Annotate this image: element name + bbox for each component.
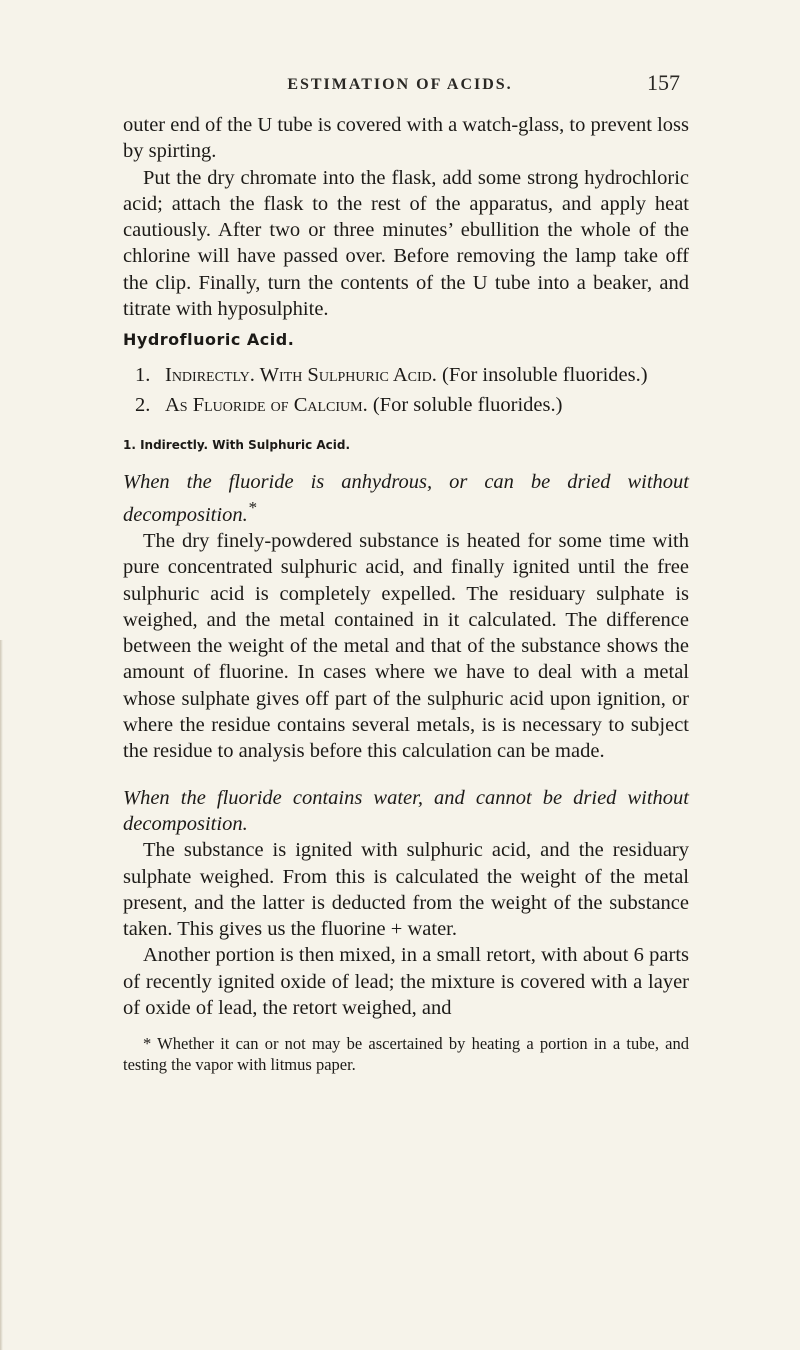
method-name: As Fluoride of Calcium. [165,393,368,416]
case-heading-text: When the fluoride is anhydrous, or can be dried without decomposition. [123,470,689,526]
method-list-item [123,362,689,388]
paragraph: Another portion is then mixed, in a small retort, with about 6 parts of recently ignited oxide of lead; the mixture is covered with a layer of oxide of lead, the retort weighed, and [123,944,689,1020]
item-number: 2. [135,393,151,416]
case-heading [123,469,689,528]
section-heading: Hydrofluoric Acid. [123,330,295,350]
paragraph: The substance is ignited with sulphuric acid, and the residuary sulphate weighed. From this is calculated the weight of the metal present, and the latter is deducted from the weight of the substance taken. This gives us the fluorine + water. [123,839,689,941]
subsection-heading: 1. Indirectly. With Sulphuric Acid. [123,438,351,453]
page-number: 157 [647,70,680,95]
method-note: (For soluble fluorides.) [372,393,563,416]
method-note: (For insoluble fluorides.) [442,363,648,386]
running-title: ESTIMATION OF ACIDS. [287,76,513,93]
method-list-item [123,392,689,418]
footnote-marker: * [247,497,257,517]
item-number: 1. [135,363,151,386]
page-edge-shadow [0,640,3,1350]
body-text [123,112,689,1075]
method-name: Indirectly. With Sulphuric Acid. [165,363,437,386]
paragraph: Put the dry chromate into the flask, add some strong hydrochloric acid; attach the flask to the rest of the apparatus, and apply heat cautiously. After two or three minutes’ ebullition the whole of the chlorine will have passed over. Before removing the lamp take off the clip. Finally, turn the contents of the U tube into a beaker, and titrate with hyposulphite. [123,166,689,321]
paragraph: outer end of the U tube is covered with a watch-glass, to prevent loss by spirting. [123,114,689,163]
running-head [0,62,800,102]
case-heading: When the fluoride contains water, and cannot be dried without decomposition. [123,786,689,835]
footnote: * Whether it can or not may be ascertained by heating a portion in a tube, and testing the vapor with litmus paper. [123,1034,689,1075]
paragraph: The dry finely-powdered substance is heated for some time with pure concentrated sulphuric acid, and finally ignited until the free sulphuric acid is completely expelled. The residuary sulphate is weighed, and the metal contained in it calculated. The difference between the weight of the metal and that of the substance shows the amount of fluorine. In cases where we have to deal with a metal whose sulphate gives off part of the sulphuric acid upon ignition, or where the residue contains several metals, is is necessary to subject the residue to analysis before this calculation can be made. [123,529,689,763]
